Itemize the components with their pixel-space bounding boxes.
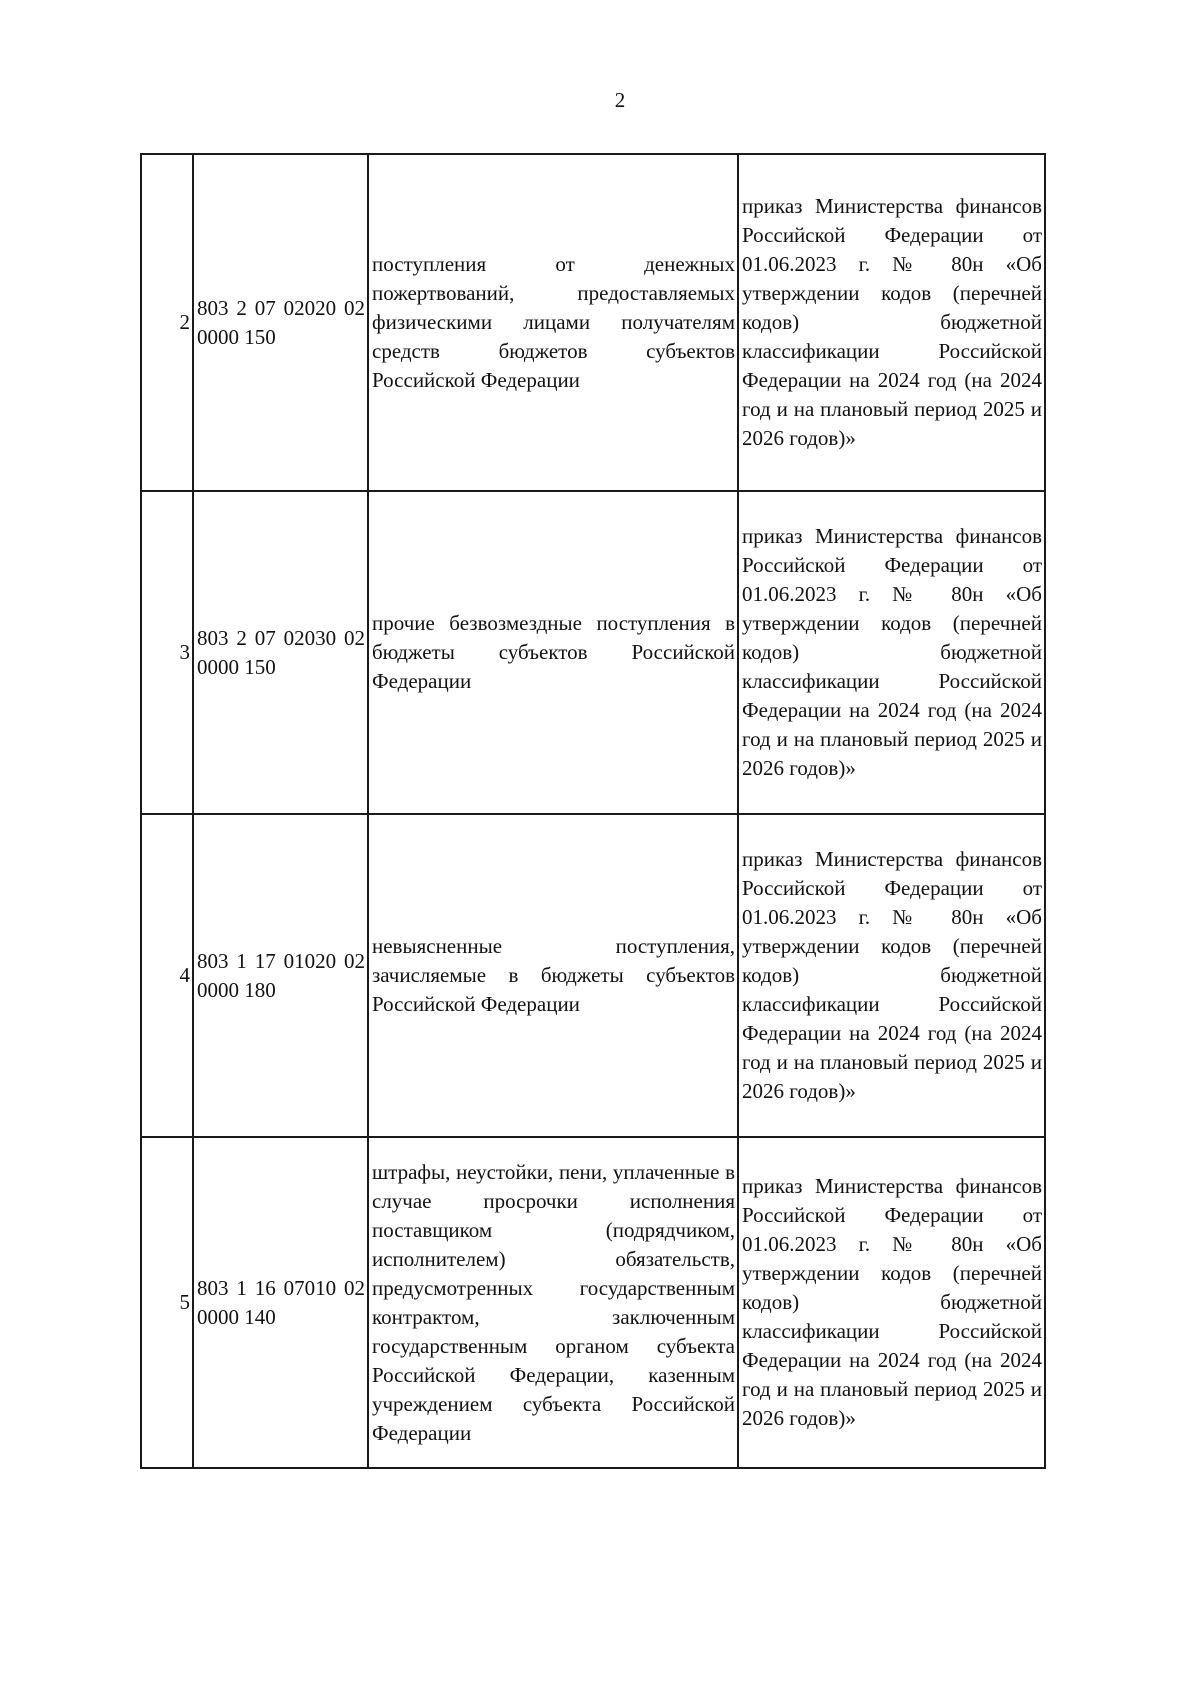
- legal-basis: приказ Министерства финансов Российской Федерации от 01.06.2023 г. № 80н «Об утверждении кодов (перечней кодов) бюджетной классификации Российской Федерации на 2024 год (на 2024 год и на плановый период 2025 и 2026 годов)»: [738, 814, 1045, 1137]
- budget-code: 803 2 07 02020 02 0000 150: [193, 154, 368, 491]
- row-number: 2: [141, 154, 193, 491]
- table-row: [141, 1137, 1045, 1468]
- legal-basis: приказ Министерства финансов Российской Федерации от 01.06.2023 г. № 80н «Об утверждении кодов (перечней кодов) бюджетной классификации Российской Федерации на 2024 год (на 2024 год и на плановый период 2025 и 2026 годов)»: [738, 154, 1045, 491]
- table-row: [141, 814, 1045, 1137]
- row-number: 3: [141, 491, 193, 814]
- revenue-description: прочие безвозмездные поступления в бюджеты субъектов Российской Федерации: [368, 491, 738, 814]
- page-number: 2: [614, 88, 626, 112]
- revenue-codes-table: [140, 153, 1046, 1469]
- legal-basis: приказ Министерства финансов Российской Федерации от 01.06.2023 г. № 80н «Об утверждении кодов (перечней кодов) бюджетной классификации Российской Федерации на 2024 год (на 2024 год и на плановый период 2025 и 2026 годов)»: [738, 1137, 1045, 1468]
- budget-code: 803 1 17 01020 02 0000 180: [193, 814, 368, 1137]
- row-number: 4: [141, 814, 193, 1137]
- budget-code: 803 1 16 07010 02 0000 140: [193, 1137, 368, 1468]
- revenue-description: штрафы, неустойки, пени, уплаченные в случае просрочки исполнения поставщиком (подрядчиком, исполнителем) обязательств, предусмотренных государственным контрактом, заключенным государственным органом субъекта Российской Федерации, казенным учреждением субъекта Российской Федерации: [368, 1137, 738, 1468]
- revenue-description: невыясненные поступления, зачисляемые в бюджеты субъектов Российской Федерации: [368, 814, 738, 1137]
- budget-code: 803 2 07 02030 02 0000 150: [193, 491, 368, 814]
- legal-basis: приказ Министерства финансов Российской Федерации от 01.06.2023 г. № 80н «Об утверждении кодов (перечней кодов) бюджетной классификации Российской Федерации на 2024 год (на 2024 год и на плановый период 2025 и 2026 годов)»: [738, 491, 1045, 814]
- table-row: [141, 154, 1045, 491]
- revenue-description: поступления от денежных пожертвований, предоставляемых физическими лицами получателям средств бюджетов субъектов Российской Федерации: [368, 154, 738, 491]
- table-row: [141, 491, 1045, 814]
- row-number: 5: [141, 1137, 193, 1468]
